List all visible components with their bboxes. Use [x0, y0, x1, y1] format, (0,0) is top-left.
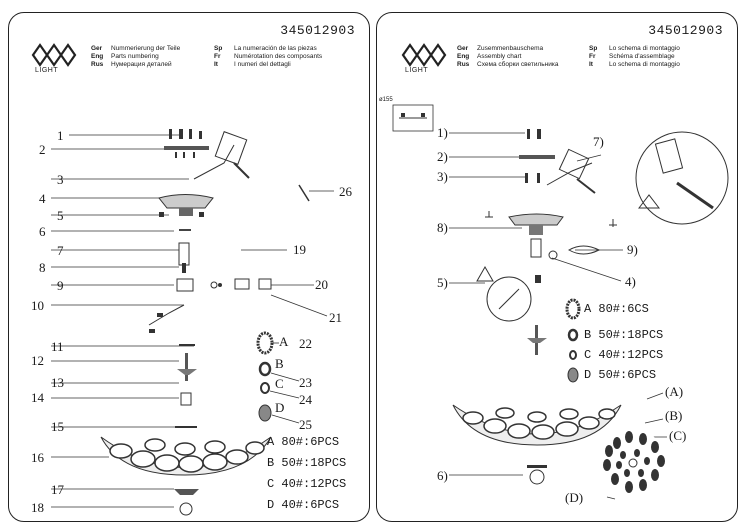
piece-count-a: A 80#:6PCS: [267, 435, 340, 449]
assembly-step: 1): [437, 125, 448, 140]
crystal-letter: A: [279, 334, 289, 349]
assembly-step: 8): [437, 220, 448, 235]
header-text: La numeración de las piezas: [234, 45, 317, 52]
part-number: 2: [39, 142, 46, 157]
model-code: 345012903: [280, 23, 355, 38]
lang-code: It: [214, 61, 218, 69]
part-number: 16: [31, 450, 44, 465]
part-number: 12: [31, 353, 44, 368]
part-number: 14: [31, 390, 44, 405]
assembly-step: 5): [437, 275, 448, 290]
crystal-letter: C: [275, 376, 284, 391]
header-text: Схема сборки светильника: [477, 61, 559, 69]
assembly-step: 3): [437, 169, 448, 184]
piece-count-c: C 40#:12PCS: [267, 477, 347, 491]
part-number: 26: [339, 184, 352, 199]
part-number: 5: [57, 208, 64, 223]
lang-code: Fr: [589, 53, 596, 61]
part-number: 22: [299, 336, 312, 351]
part-number: 20: [315, 277, 328, 292]
part-number: 23: [299, 375, 312, 390]
piece-count-d: D 40#:6PCS: [267, 498, 340, 512]
diameter-label: ø155: [379, 97, 393, 103]
assembly-step: 7): [593, 134, 604, 149]
assembly-step: 4): [625, 274, 636, 289]
header-text: Numérotation des composants: [234, 53, 323, 61]
header-text: Parts numbering: [111, 53, 159, 61]
logo-text: LIGHT: [405, 67, 429, 74]
part-number: 6: [39, 224, 46, 239]
lang-code: It: [589, 61, 593, 69]
lang-code: Ger: [91, 45, 103, 52]
part-number: 8: [39, 260, 46, 275]
piece-count-c: C 40#:12PCS: [584, 348, 664, 362]
assembly-step: 2): [437, 149, 448, 164]
lang-code: Sp: [214, 45, 223, 52]
header-text: Lo schema di montaggio: [609, 45, 680, 52]
part-number: 10: [31, 298, 44, 313]
assembly-chart-panel: [376, 12, 738, 522]
part-number: 13: [51, 375, 64, 390]
assembly-step: 6): [437, 468, 448, 483]
lang-code: Ger: [457, 45, 469, 52]
part-number: 21: [329, 310, 342, 325]
part-number: 19: [293, 242, 306, 257]
lang-code: Eng: [457, 53, 470, 61]
header-text: Zusemmenbauschema: [477, 45, 544, 52]
logo-text: LIGHT: [35, 67, 59, 74]
part-number: 17: [51, 482, 64, 497]
header-text: I numeri del dettagli: [234, 61, 291, 69]
part-number: 9: [57, 278, 64, 293]
header-text: Нумерация деталей: [111, 61, 172, 69]
part-number: 7: [57, 243, 64, 258]
part-number: 3: [57, 172, 64, 187]
header-text: Schéma d'assemblage: [609, 53, 675, 61]
part-number: 1: [57, 128, 64, 143]
lang-code: Rus: [457, 61, 470, 69]
lang-code: Fr: [214, 53, 221, 61]
callout-label: (A): [665, 384, 684, 399]
callout-label: (B): [665, 408, 683, 423]
crystal-letter: B: [275, 356, 284, 371]
crystal-letter: D: [275, 400, 285, 415]
piece-count-b: B 50#:18PCS: [267, 456, 347, 470]
piece-count-a: A 80#:6CS: [584, 302, 649, 316]
part-number: 24: [299, 392, 312, 407]
part-number: 4: [39, 191, 46, 206]
model-code: 345012903: [648, 23, 723, 38]
header-text: Nummerierung der Teile: [111, 45, 181, 52]
callout-label: (C): [669, 428, 687, 443]
header-text: Lo schema di montaggio: [609, 61, 680, 69]
parts-numbering-panel: [8, 12, 370, 522]
lang-code: Sp: [589, 45, 598, 52]
lang-code: Eng: [91, 53, 104, 61]
part-number: 25: [299, 417, 312, 432]
callout-label: (D): [565, 490, 584, 505]
header-text: Assembly chart: [477, 53, 522, 61]
part-number: 15: [51, 419, 64, 434]
assembly-drawing: [377, 13, 737, 521]
part-number: 11: [51, 339, 64, 354]
piece-count-b: B 50#:18PCS: [584, 328, 664, 342]
lang-code: Rus: [91, 61, 104, 69]
part-number: 18: [31, 500, 44, 515]
piece-count-d: D 50#:6PCS: [584, 368, 657, 382]
assembly-step: 9): [627, 242, 638, 257]
